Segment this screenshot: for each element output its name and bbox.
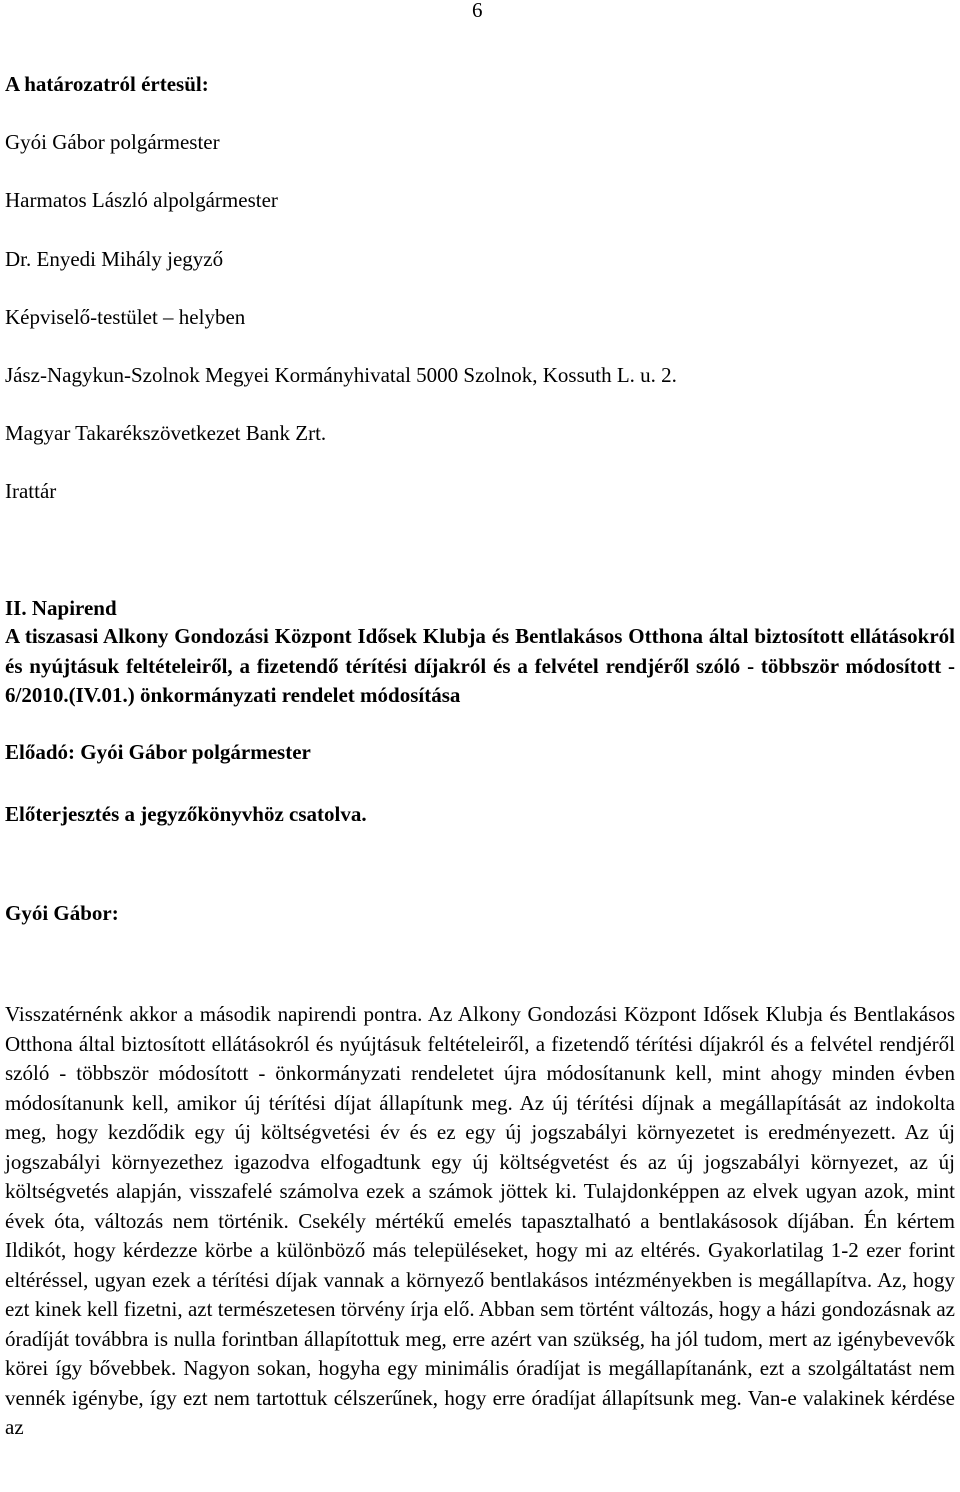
page-number: 6 bbox=[472, 0, 483, 22]
attachment-note: Előterjesztés a jegyzőkönyvhöz csatolva. bbox=[5, 801, 367, 826]
recipient-item: Gyói Gábor polgármester bbox=[5, 130, 220, 155]
agenda-section bbox=[5, 594, 955, 927]
presenter-line: Előadó: Gyói Gábor polgármester bbox=[5, 739, 311, 764]
recipient-item: Harmatos László alpolgármester bbox=[5, 188, 278, 213]
speech-paragraph: Visszatérnénk akkor a második napirendi pontra. Az Alkony Gondozási Központ Idősek Klubja és Bentlakásos Otthona által biztosított ellátásokról és nyújtásuk feltételeiről, a fizetendő térítési díjakról és a felvétel rendjéről szóló - többször módosított - önkormányzati rendeletet újra módosítanunk kell, mint ahogy minden évben módosítanunk kell, amikor új térítési díjat állapítunk meg. Az új térítési díjnak a megállapítását az indokolta meg, hogy kezdődik egy új költségvetési év és ez egy új jogszabályi környezetet is eredményezett. Az új jogszabályi környezethez igazodva elfogadtunk egy új költségvetést és az új jogszabályi környezet, az új költségvetés alapján, visszafelé számolva ezek a számok jöttek ki. Tulajdonképpen az elvek ugyan azok, mint évek óta, változás nem történik. Csekély mértékű emelés tapasztalható a bentlakásosok díjában. Én kértem Ildikót, hogy kérdezze körbe a különböző más településeket, hogy mi az eltérés. Gyakorlatilag 1-2 ezer forint eltéréssel, ugyan ezek a térítési díjak vannak a környező bentlakásos intézményekben is megállapítva. Az, hogy ezt kinek kell fizetni, azt természetesen törvény írja elő. Abban sem történt változás, hogy a házi gondozásnak az óradíját továbbra is nulla forintban állapítottuk meg, erre azért van szükség, ha jól tudom, mert az igénybevevők körei így bővebbek. Nagyon sokan, hogyha egy minimális óradíjat is megállapítanánk, ezt a szolgáltatást nem vennék igénybe, így ezt nem tartottuk célszerűnek, hogy erre óradíjat állapítsunk meg. Van-e valakinek kérdése az bbox=[5, 1002, 955, 1439]
recipient-list bbox=[5, 130, 677, 504]
recipient-item: Dr. Enyedi Mihály jegyző bbox=[5, 246, 224, 271]
notification-heading: A határozatról értesül: bbox=[5, 72, 209, 96]
recipient-item: Irattár bbox=[5, 479, 57, 504]
recipient-item: Magyar Takarékszövetkezet Bank Zrt. bbox=[5, 421, 327, 446]
notification-section bbox=[5, 72, 677, 505]
agenda-title: A tiszasasi Alkony Gondozási Központ Idősek Klubja és Bentlakásos Otthona által biztosított ellátásokról és nyújtásuk feltételeiről, a fizetendő térítési díjakról és a felvétel rendjéről szóló - többször módosított - 6/2010.(IV.01.) önkormányzati rendelet módosítása bbox=[5, 624, 955, 707]
speaker-name: Gyói Gábor: bbox=[5, 900, 119, 925]
recipient-item: Képviselő-testület – helyben bbox=[5, 304, 246, 329]
agenda-number: II. Napirend bbox=[5, 596, 117, 620]
recipient-item: Jász-Nagykun-Szolnok Megyei Kormányhivatal 5000 Szolnok, Kossuth L. u. 2. bbox=[5, 362, 677, 387]
